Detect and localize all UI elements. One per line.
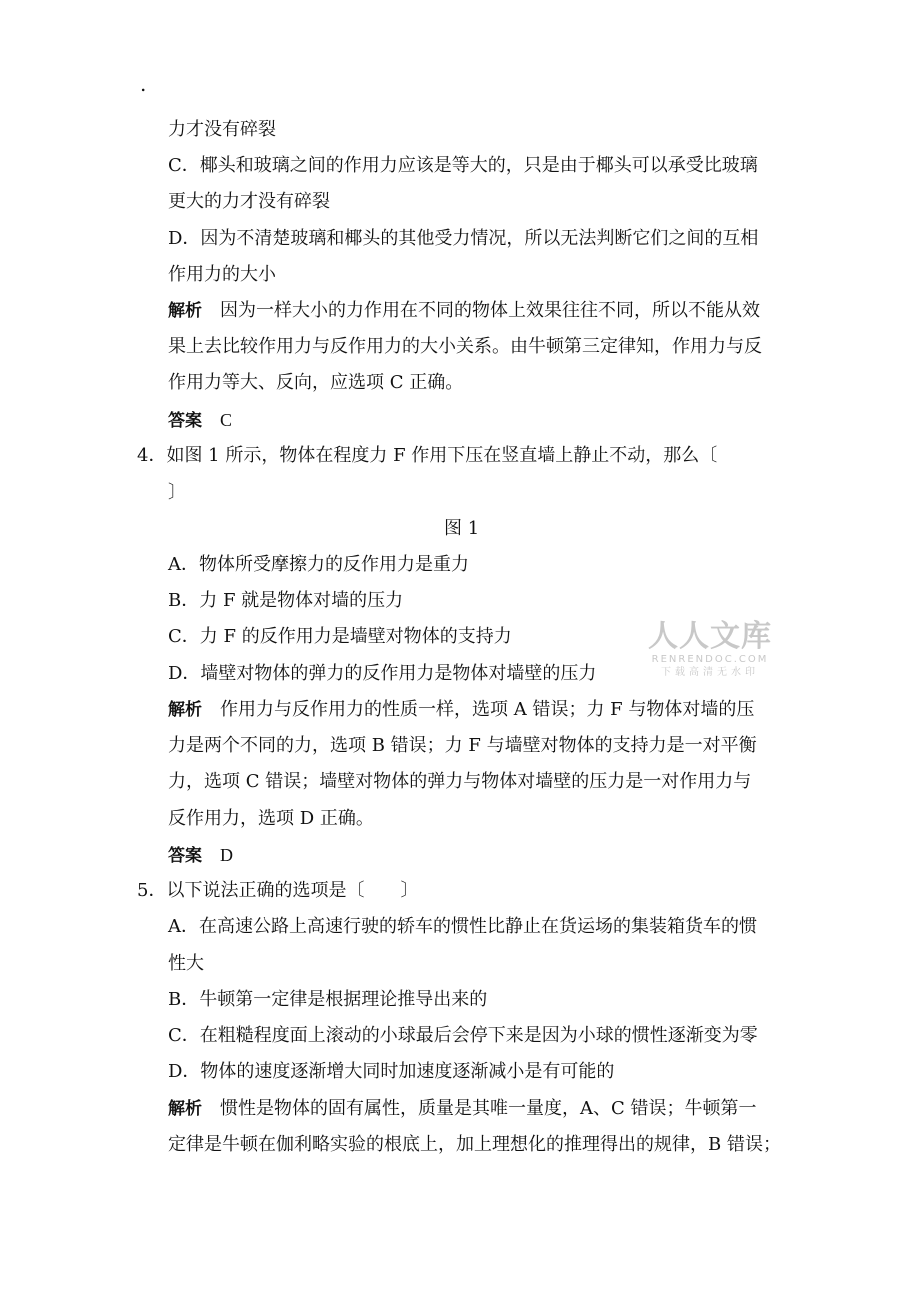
q3-option-c-line1: C．椰头和玻璃之间的作用力应该是等大的，只是由于椰头可以承受比玻璃 [168,155,758,176]
watermark-title: 人人文库 [648,619,772,654]
q3-answer [168,408,232,433]
analysis-text: 惯性是物体的固有属性，质量是其唯一量度，A、C 错误；牛顿第一 [220,1098,757,1119]
answer-label: 答案 [168,846,202,866]
q5-option-c: C．在粗糙程度面上滚动的小球最后会停下来是因为小球的惯性逐渐变为零 [168,1025,758,1046]
analysis-label: 解析 [168,301,202,321]
q5-stem: 5．以下说法正确的选项是〔 〕 [137,880,419,901]
q4-option-b: B．力 F 就是物体对墙的压力 [168,590,404,611]
q4-analysis-line2: 力是两个不同的力，选项 B 错误；力 F 与墙壁对物体的支持力是一对平衡 [168,735,757,756]
q4-analysis-line1 [168,698,754,722]
q4-option-c: C．力 F 的反作用力是墙壁对物体的支持力 [168,626,512,647]
q3-analysis-line1 [168,299,760,323]
q4-figure-caption: 图 1 [444,518,480,539]
q5-option-d: D．物体的速度逐渐增大同时加速度逐渐减小是有可能的 [168,1061,615,1082]
analysis-text: 因为一样大小的力作用在不同的物体上效果往往不同，所以不能从效 [220,300,760,321]
q4-analysis-line4: 反作用力，选项 D 正确。 [168,808,374,829]
answer-value: D [220,845,233,865]
q4-stem-line2: 〕 [168,482,186,503]
answer-value: C [220,410,233,430]
q3-option-c-line2: 更大的力才没有碎裂 [168,191,330,212]
q3-analysis-line2: 果上去比较作用力与反作用力的大小关系。由牛顿第三定律知，作用力与反 [168,336,762,357]
answer-label: 答案 [168,411,202,431]
q3-option-d-line2: 作用力的大小 [168,264,276,285]
watermark [640,620,780,679]
q5-analysis-line1 [168,1097,757,1121]
analysis-label: 解析 [168,700,202,720]
page-marker: . [140,72,147,96]
q4-option-a: A．物体所受摩擦力的反作用力是重力 [168,554,469,575]
q5-option-b: B．牛顿第一定律是根据理论推导出来的 [168,989,488,1010]
watermark-domain: RENRENDOC.COM [651,654,769,665]
q5-analysis-line2: 定律是牛顿在伽利略实验的根底上，加上理想化的推理得出的规律，B 错误； [168,1134,781,1155]
q5-option-a-line1: A．在高速公路上高速行驶的轿车的惯性比静止在货运场的集装箱货车的惯 [168,916,757,937]
q4-answer [168,843,233,868]
q3-option-b-continued: 力才没有碎裂 [168,119,276,140]
q3-option-d-line1: D．因为不清楚玻璃和椰头的其他受力情况，所以无法判断它们之间的互相 [168,228,759,249]
analysis-text: 作用力与反作用力的性质一样，选项 A 错误；力 F 与物体对墙的压 [220,699,755,720]
watermark-tagline: 下载高清无水印 [661,667,759,678]
q3-analysis-line3: 作用力等大、反向，应选项 C 正确。 [168,372,464,393]
q4-stem-line1: 4．如图 1 所示，物体在程度力 F 作用下压在竖直墙上静止不动，那么〔 [137,445,718,466]
analysis-label: 解析 [168,1099,202,1119]
q4-analysis-line3: 力，选项 C 错误；墙壁对物体的弹力与物体对墙壁的压力是一对作用力与 [168,771,752,792]
q4-option-d: D．墙壁对物体的弹力的反作用力是物体对墙壁的压力 [168,663,597,684]
q5-option-a-line2: 性大 [168,953,204,974]
